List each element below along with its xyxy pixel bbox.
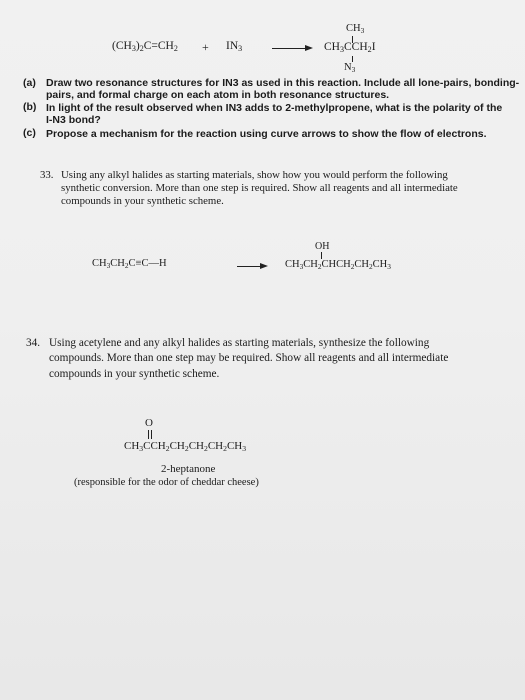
reaction1-product: $CH_3CCH_2I$ <box>324 41 376 54</box>
q34-product: $CH_3CCH_2CH_2CH_2CH_2CH_3$ <box>124 440 247 453</box>
part-a-line1: Draw two resonance structures for IN3 as used in this reaction. Include all lone-pairs, bonding- <box>46 77 520 89</box>
q34-note: (responsible for the odor of cheddar cheese) <box>74 477 259 488</box>
part-b-line1: In light of the result observed when IN3 adds to 2-methylpropene, what is the polarity of the <box>46 102 503 114</box>
q34-number: 34. <box>26 337 41 349</box>
q34-line3: compounds in your synthetic scheme. <box>49 368 220 380</box>
part-c-line1: Propose a mechanism for the reaction using curve arrows to show the flow of electrons. <box>46 128 487 140</box>
q33-number: 33. <box>40 169 54 181</box>
part-b-line2: I-N3 bond? <box>46 114 101 126</box>
reaction1-product-top: $CH_3$ <box>346 23 365 35</box>
q33-reactant: $CH_3CH_2C\equiv C—H$ <box>92 258 167 270</box>
q34-compound-name: 2-heptanone <box>161 463 216 475</box>
q33-product: $CH_3CH_2CHCH_2CH_2CH_3$ <box>285 259 391 271</box>
part-b-label: (b) <box>23 101 37 113</box>
q34-line2: compounds. More than one step may be required. Show all reagents and all intermediate <box>49 352 449 364</box>
q33-product-top: OH <box>315 241 330 252</box>
reaction1-plus: + <box>202 40 209 54</box>
reaction1-reactant: $(CH_3)_2C=CH_2$ <box>112 40 178 53</box>
q33-line1: Using any alkyl halides as starting materials, show how you would perform the following <box>61 169 448 181</box>
q33-line3: compounds in your synthetic scheme. <box>61 195 224 207</box>
part-a-line2: pairs, and formal charge on each atom in both resonance structures. <box>46 89 390 101</box>
part-a-label: (a) <box>23 77 36 89</box>
reaction1-product-bottom: $N_3$ <box>344 62 356 74</box>
q33-line2: synthetic conversion. More than one step is required. Show all reagents and all intermediate <box>61 182 458 194</box>
q34-line1: Using acetylene and any alkyl halides as starting materials, synthesize the following <box>49 337 430 349</box>
part-c-label: (c) <box>23 127 36 139</box>
q34-product-top: O <box>145 417 153 429</box>
reaction1-reagent: $IN_3$ <box>226 40 243 53</box>
